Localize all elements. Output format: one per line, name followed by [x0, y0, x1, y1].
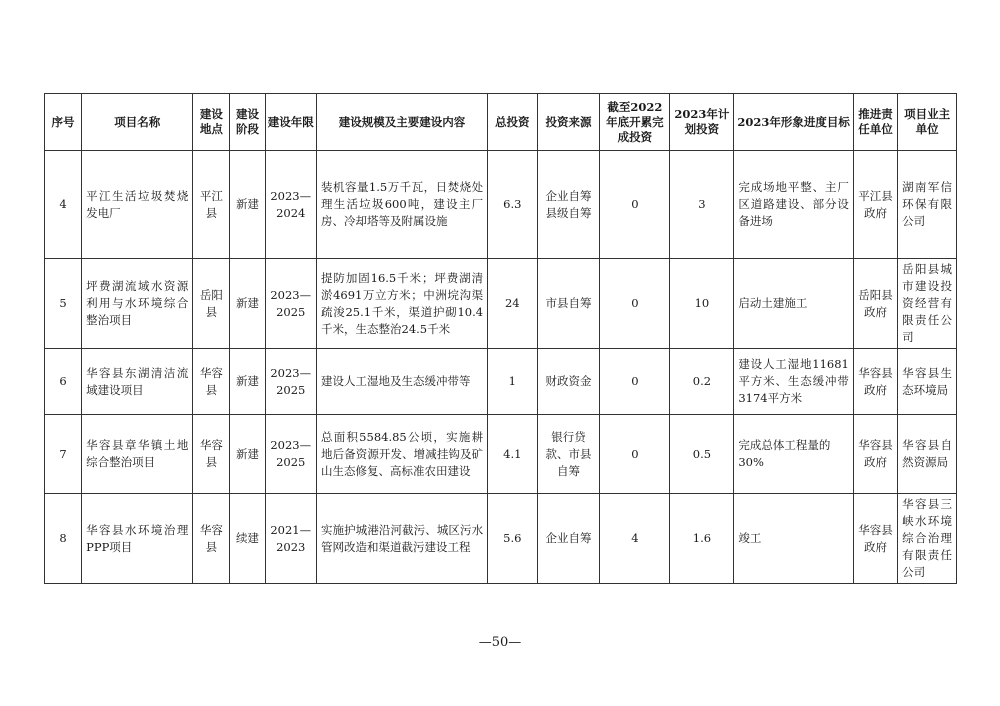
cell-period: 2023—2025	[265, 349, 317, 415]
cell-plan2023: 10	[670, 259, 734, 349]
cell-seq: 7	[45, 415, 82, 494]
cell-seq: 5	[45, 259, 82, 349]
cell-target: 建设人工湿地11681平方米、生态缓冲带3174平方米	[734, 349, 854, 415]
table-row	[45, 259, 957, 349]
cell-plan2023: 3	[670, 151, 734, 259]
header-scale: 建设规模及主要建设内容	[317, 94, 488, 151]
cell-location: 华容县	[193, 349, 230, 415]
table-row	[45, 415, 957, 494]
header-responsible: 推进责任单位	[853, 94, 897, 151]
cell-owner: 湖南军信环保有限公司	[898, 151, 957, 259]
cell-source: 市县自筹	[537, 259, 600, 349]
cell-source: 企业自筹县级自筹	[537, 151, 600, 259]
cell-location: 华容县	[193, 494, 230, 584]
table-header-row	[45, 94, 957, 151]
header-seq: 序号	[45, 94, 82, 151]
cell-total: 6.3	[488, 151, 537, 259]
cell-source: 财政资金	[537, 349, 600, 415]
cell-target: 完成场地平整、主厂区道路建设、部分设备进场	[734, 151, 854, 259]
cell-period: 2021—2023	[265, 494, 317, 584]
cell-seq: 8	[45, 494, 82, 584]
cell-plan2023: 1.6	[670, 494, 734, 584]
cell-stage: 新建	[230, 151, 265, 259]
header-total: 总投资	[488, 94, 537, 151]
cell-responsible: 岳阳县政府	[853, 259, 897, 349]
cell-owner: 岳阳县城市建设投资经营有限责任公司	[898, 259, 957, 349]
table-row	[45, 151, 957, 259]
cell-total: 24	[488, 259, 537, 349]
header-source: 投资来源	[537, 94, 600, 151]
header-target: 2023年形象进度目标	[734, 94, 854, 151]
cell-source: 银行贷款、市县自筹	[537, 415, 600, 494]
header-plan2023: 2023年计划投资	[670, 94, 734, 151]
cell-owner: 华容县生态环境局	[898, 349, 957, 415]
cell-scale: 建设人工湿地及生态缓冲带等	[317, 349, 488, 415]
cell-target: 完成总体工程量的30%	[734, 415, 854, 494]
cell-responsible: 华容县政府	[853, 494, 897, 584]
cell-completed: 0	[600, 151, 670, 259]
header-stage: 建设阶段	[230, 94, 265, 151]
cell-target: 启动土建施工	[734, 259, 854, 349]
cell-stage: 续建	[230, 494, 265, 584]
cell-source: 企业自筹	[537, 494, 600, 584]
header-period: 建设年限	[265, 94, 317, 151]
header-name: 项目名称	[82, 94, 193, 151]
cell-scale: 提防加固16.5千米；坪费湖清淤4691万立方米；中洲垸沟渠疏浚25.1千米，渠道护砌10.4千米，生态整治24.5千米	[317, 259, 488, 349]
table-row	[45, 349, 957, 415]
cell-seq: 4	[45, 151, 82, 259]
cell-completed: 0	[600, 349, 670, 415]
cell-stage: 新建	[230, 415, 265, 494]
project-table	[44, 93, 957, 584]
cell-scale: 实施护城港沿河截污、城区污水管网改造和渠道截污建设工程	[317, 494, 488, 584]
header-completed: 截至2022年底开累完成投资	[600, 94, 670, 151]
cell-target: 竣工	[734, 494, 854, 584]
cell-completed: 0	[600, 259, 670, 349]
cell-responsible: 平江县政府	[853, 151, 897, 259]
cell-name: 坪费湖流域水资源利用与水环境综合整治项目	[82, 259, 193, 349]
cell-period: 2023—2025	[265, 259, 317, 349]
cell-scale: 总面积5584.85公顷，实施耕地后备资源开发、增减挂钩及矿山生态修复、高标准农田建设	[317, 415, 488, 494]
cell-period: 2023—2025	[265, 415, 317, 494]
cell-responsible: 华容县政府	[853, 349, 897, 415]
cell-owner: 华容县三峡水环境综合治理有限责任公司	[898, 494, 957, 584]
cell-stage: 新建	[230, 259, 265, 349]
cell-location: 平江县	[193, 151, 230, 259]
cell-location: 岳阳县	[193, 259, 230, 349]
cell-location: 华容县	[193, 415, 230, 494]
table-row	[45, 494, 957, 584]
cell-completed: 0	[600, 415, 670, 494]
cell-name: 华容县水环境治理PPP项目	[82, 494, 193, 584]
cell-total: 5.6	[488, 494, 537, 584]
cell-seq: 6	[45, 349, 82, 415]
page-number: —50—	[478, 635, 522, 650]
cell-name: 华容县章华镇土地综合整治项目	[82, 415, 193, 494]
cell-scale: 装机容量1.5万千瓦，日焚烧处理生活垃圾600吨，建设主厂房、冷却塔等及附属设施	[317, 151, 488, 259]
cell-total: 4.1	[488, 415, 537, 494]
cell-period: 2023—2024	[265, 151, 317, 259]
header-location: 建设地点	[193, 94, 230, 151]
cell-completed: 4	[600, 494, 670, 584]
header-owner: 项目业主单位	[898, 94, 957, 151]
cell-name: 华容县东湖清洁流域建设项目	[82, 349, 193, 415]
cell-owner: 华容县自然资源局	[898, 415, 957, 494]
cell-plan2023: 0.5	[670, 415, 734, 494]
cell-responsible: 华容县政府	[853, 415, 897, 494]
cell-total: 1	[488, 349, 537, 415]
cell-name: 平江生活垃圾焚烧发电厂	[82, 151, 193, 259]
cell-plan2023: 0.2	[670, 349, 734, 415]
cell-stage: 新建	[230, 349, 265, 415]
